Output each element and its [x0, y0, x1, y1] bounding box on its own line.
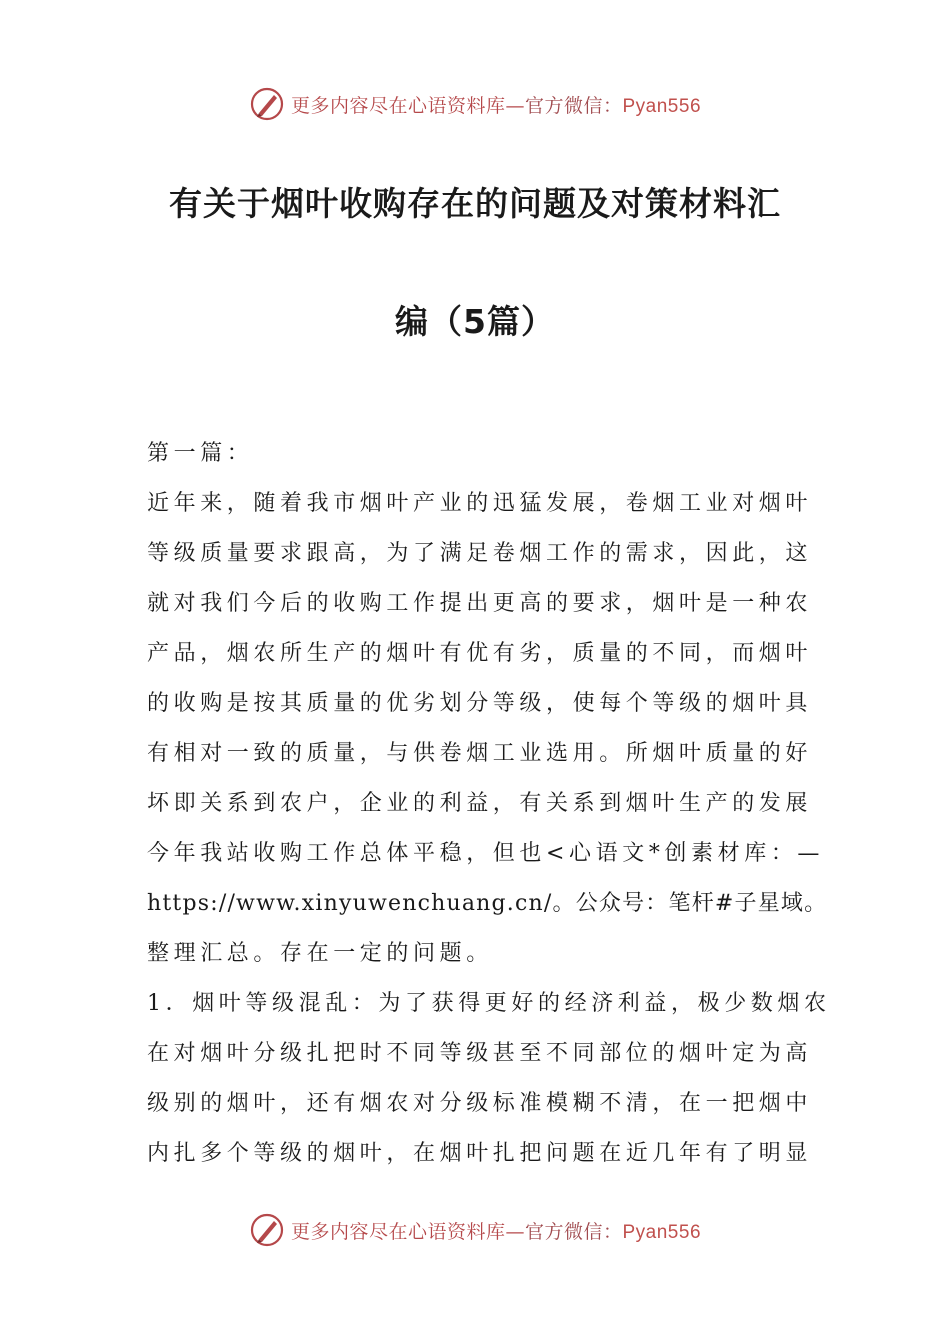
body-line: 就对我们今后的收购工作提出更高的要求，烟叶是一种农 — [147, 591, 813, 616]
body-line: 级别的烟叶，还有烟农对分级标准模糊不清，在一把烟中 — [147, 1091, 813, 1116]
body-line: 近年来，随着我市烟叶产业的迅猛发展，卷烟工业对烟叶 — [147, 491, 813, 516]
body-line: 产品，烟农所生产的烟叶有优有劣，质量的不同，而烟叶 — [147, 641, 813, 666]
body-line: 内扎多个等级的烟叶，在烟叶扎把问题在近几年有了明显 — [147, 1141, 813, 1166]
body-line: 的收购是按其质量的优劣划分等级，使每个等级的烟叶具 — [147, 691, 813, 716]
pen-circle-logo-icon — [249, 86, 285, 122]
body-line: 整理汇总。存在一定的问题。 — [147, 941, 493, 966]
numbered-item-line: 1．烟叶等级混乱：为了获得更好的经济利益，极少数烟农 — [147, 991, 831, 1016]
page-title-line-1: 有关于烟叶收购存在的问题及对策材料汇 — [169, 184, 781, 223]
watermark-banner-bottom — [0, 1210, 950, 1250]
page-title-line-2: 编（5篇） — [395, 302, 555, 341]
body-line-url: https://www.xinyuwenchuang.cn/。公众号：笔杆#子星域。 — [147, 891, 828, 916]
watermark-text: 更多内容尽在心语资料库—官方微信：Pyan556 — [290, 94, 702, 117]
document-body — [147, 437, 831, 1187]
body-line: 在对烟叶分级扎把时不同等级甚至不同部位的烟叶定为高 — [147, 1041, 813, 1066]
section-heading: 第一篇： — [147, 441, 254, 466]
watermark-text: 更多内容尽在心语资料库—官方微信：Pyan556 — [290, 1220, 702, 1243]
watermark-banner-top — [0, 84, 950, 124]
body-line: 坏即关系到农户，企业的利益，有关系到烟叶生产的发展 — [147, 791, 813, 816]
pen-circle-logo-icon — [249, 1212, 285, 1248]
body-line: 有相对一致的质量，与供卷烟工业选用。所烟叶质量的好 — [147, 741, 813, 766]
body-line: 今年我站收购工作总体平稳，但也<心语文*创素材库：— — [147, 841, 825, 866]
body-line: 等级质量要求跟高，为了满足卷烟工作的需求，因此，这 — [147, 541, 813, 566]
